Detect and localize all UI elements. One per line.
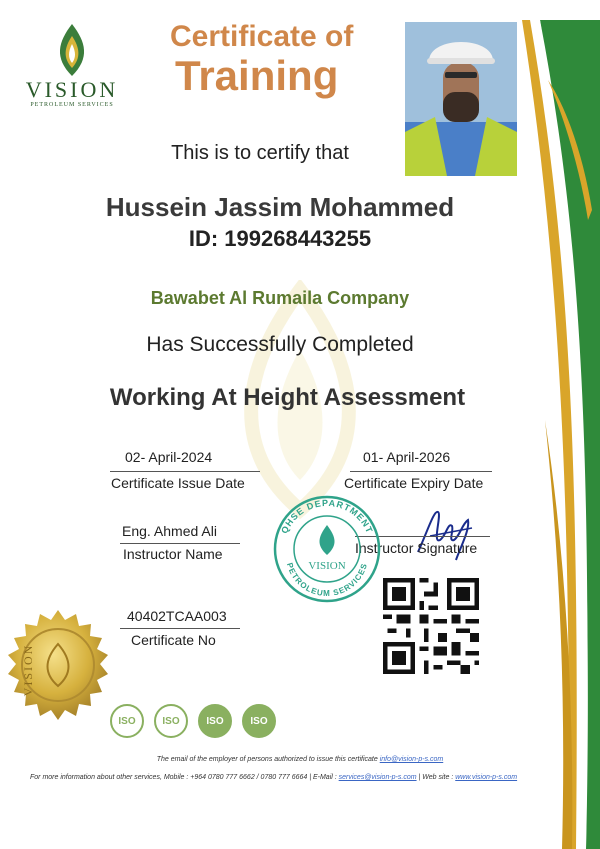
qr-code[interactable] [383,578,479,674]
footer-contact-text: For more information about other services, Mobile : +964 0780 777 6662 / 0780 777 6664 | E-Mail : [30,774,337,781]
stamp-center-text: VISION [308,560,346,572]
completed-text: Has Successfully Completed [146,333,414,356]
issue-date-rule [110,471,260,472]
expiry-date-label: Certificate Expiry Date [344,475,484,491]
qhse-stamp [268,493,386,605]
course-title: Working At Height Assessment [109,384,466,411]
certificate-number-rule [120,628,240,629]
footer-line-1 [0,756,600,763]
footer-website-label: | Web site : [418,774,454,781]
certificate-number-label: Certificate No [131,632,216,648]
footer-services-email-link[interactable]: services@vision-p-s.com [338,774,417,781]
signature-image [410,500,480,570]
expiry-date-value: 01- April-2026 [363,449,451,465]
stamp-bottom-text: PETROLEUM SERVICES [284,561,370,598]
expiry-date-rule [350,471,492,472]
iso-badge-icon: ISO [198,704,232,738]
footer-line-2 [30,774,517,781]
certificate-number-value: 40402TCAA003 [127,608,227,624]
footer-employer-text: The email of the employer of persons authorized to issue this certificate [156,756,378,763]
issue-date-value: 02- April-2024 [125,449,213,465]
company-name: Bawabet Al Rumaila Company [150,288,410,308]
footer-website-link[interactable]: www.vision-p-s.com [455,774,518,781]
iso-badge-icon: ISO [242,704,276,738]
certify-text: This is to certify that [171,142,349,164]
trainee-id: ID: 199268443255 [188,226,372,251]
iso-badge-icon: ISO [110,704,144,738]
issue-date-label: Certificate Issue Date [111,475,245,491]
instructor-name-rule [120,543,240,544]
certificate-title-line2: Training [175,52,339,99]
footer-info-email-link[interactable]: info@vision-p-s.com [379,756,444,763]
drop-logo-icon [50,22,94,78]
stamp-top-text: QHSE DEPARTMENT [279,497,375,536]
iso-badge-icon: ISO [154,704,188,738]
trainee-name: Hussein Jassim Mohammed [105,192,455,222]
logo-subtitle: PETROLEUM SERVICES [30,102,114,108]
gold-seal-text: VISION [21,643,35,697]
vision-logo [22,22,122,108]
instructor-name-label: Instructor Name [123,546,223,562]
instructor-signature-label: Instructor Signature [355,540,478,556]
iso-badges [110,704,276,738]
logo-wordmark: VISION [25,77,119,102]
instructor-name-value: Eng. Ahmed Ali [122,523,217,539]
gold-seal [2,608,114,732]
certificate-title-line1: Certificate of [170,20,354,53]
